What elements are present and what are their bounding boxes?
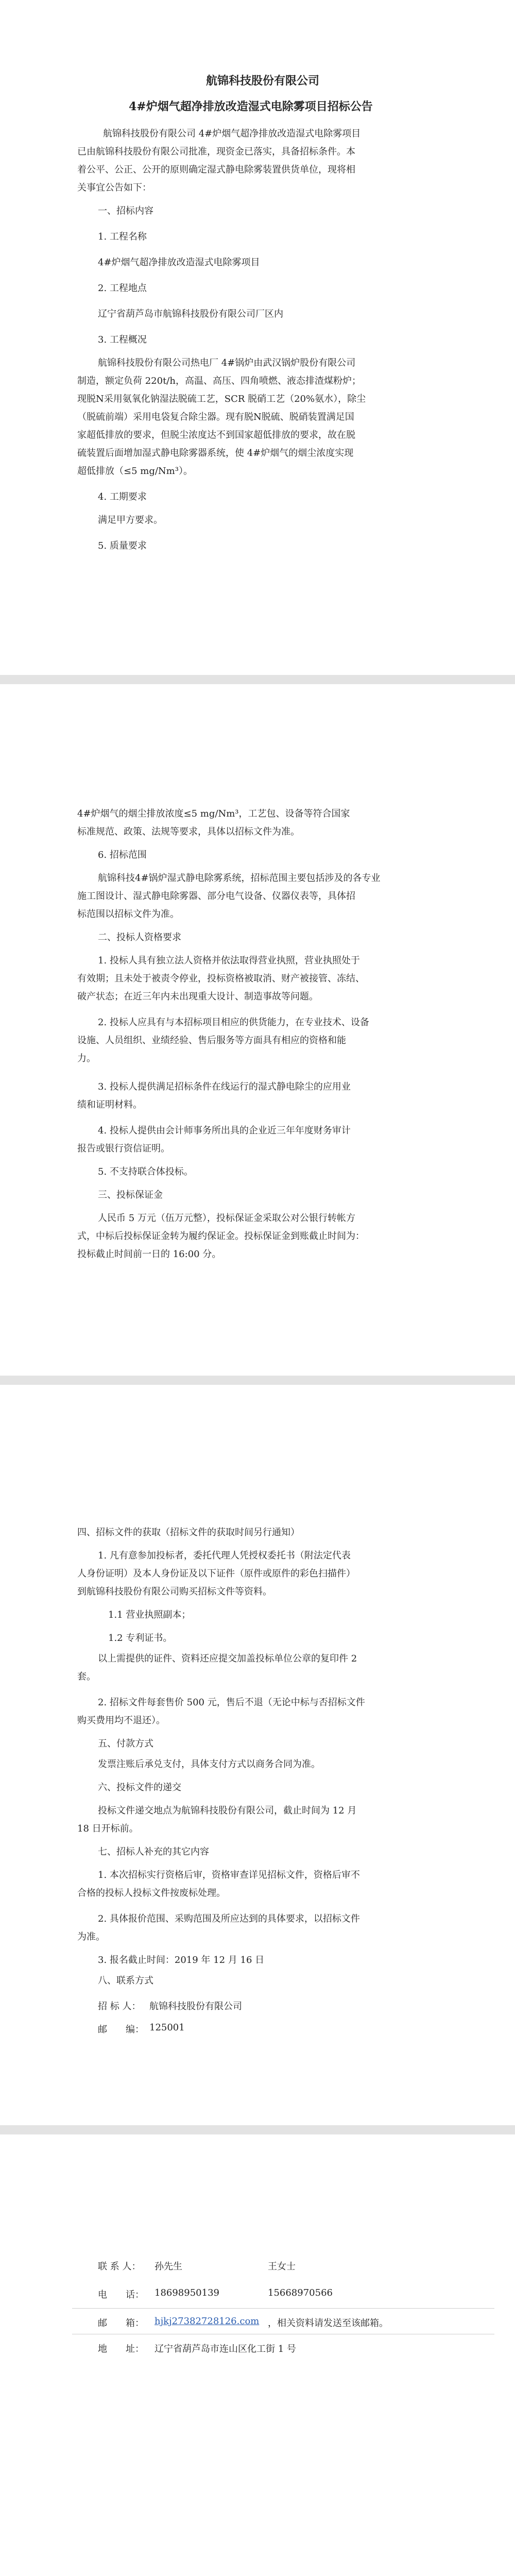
- scope-line: 航锦科技4#锅炉湿式静电除雾系统，招标范围主要包括涉及的各专业: [98, 873, 381, 884]
- company-title: 航锦科技股份有限公司: [206, 74, 320, 88]
- req-4-line: 4. 投标人提供由会计师事务所出具的企业近三年年度财务审计: [98, 1125, 351, 1136]
- req-2-line: 设施、人员组织、业绩经验、售后服务等方面具有相应的资格和能: [77, 1035, 346, 1046]
- address-text: 辽宁省葫芦岛市连山区化工街 1 号: [154, 2344, 296, 2354]
- zip-label: 邮 编：: [98, 2024, 144, 2035]
- doc-1-2: 1.2 专利证书。: [108, 1633, 173, 1643]
- doc-2-line: 2. 招标文件每套售价 500 元，售后不退（无论中标与否招标文件: [98, 1697, 365, 1708]
- tel-2: 15668970566: [268, 2287, 333, 2298]
- doc-1-line: 人身份证明）及本人身份证及以下证件（原件或原件的彩色扫描件）: [77, 1568, 355, 1579]
- item-1-value: 4#炉烟气超净排放改造湿式电除雾项目: [98, 257, 260, 268]
- req-5-line: 5. 不支持联合体投标。: [98, 1166, 193, 1177]
- req-3-line: 3. 投标人提供满足招标条件在线运行的湿式静电除尘的应用业: [98, 1081, 351, 1092]
- heading-2: 二、投标人资格要求: [98, 932, 181, 943]
- intro-line: 关事宜公告如下：: [77, 182, 151, 193]
- page-divider: [0, 2125, 515, 2134]
- item-5-label: 5. 质量要求: [98, 540, 147, 551]
- email-suffix: ，相关资料请发送至该邮箱。: [268, 2318, 388, 2329]
- notice-title: 4#炉烟气超净排放改造湿式电除雾项目招标公告: [129, 100, 373, 113]
- doc-after-line: 以上需提供的证件、资料还应提交加盖投标单位公章的复印件 2: [98, 1653, 357, 1664]
- heading-8: 八、联系方式: [98, 1975, 153, 1986]
- heading-1: 一、招标内容: [98, 206, 153, 216]
- desc-line: 航锦科技股份有限公司热电厂 4#锅炉由武汉锅炉股份有限公司: [98, 358, 356, 368]
- email-label: 邮 箱：: [98, 2318, 144, 2329]
- item-4-label: 4. 工期要求: [98, 492, 147, 502]
- desc-line: 超低排放（≤5 mg/Nm³）。: [77, 466, 193, 477]
- other-1-line: 1. 本次招标实行资格后审，资格审查详见招标文件，资格后审不: [98, 1870, 360, 1880]
- doc-1-line: 1. 凡有意参加投标者，委托代理人凭授权委托书（附法定代表: [98, 1550, 351, 1561]
- page-divider: [0, 675, 515, 684]
- submit-line: 投标文件递交地点为航锦科技股份有限公司，截止时间为 12 月: [98, 1805, 357, 1816]
- desc-line: 硫装置后面增加湿式静电除雾器系统，使 4#炉烟气的烟尘浓度实现: [77, 448, 354, 459]
- req-4-line: 报告或银行资信证明。: [77, 1143, 170, 1154]
- other-2-line: 2. 具体报价范围、采购范围及所应达到的具体要求，以招标文件: [98, 1913, 360, 1924]
- bond-line: 人民币 5 万元（伍万元整），投标保证金采取公对公银行转帐方: [98, 1213, 355, 1224]
- tenderer-label: 招 标 人：: [98, 2001, 141, 2012]
- item-4-value: 满足甲方要求。: [98, 515, 163, 526]
- submit-line: 18 日开标前。: [77, 1823, 139, 1834]
- other-2-line: 为准。: [77, 1931, 105, 1942]
- payment-text: 发票注账后承兑支付，具体支付方式以商务合同为准。: [98, 1759, 320, 1770]
- heading-4: 四、招标文件的获取（招标文件的获取时间另行通知）: [77, 1527, 300, 1538]
- desc-line: 现脱N采用氨氧化钠湿法脱硫工艺，SCR 脱硝工艺（20%氨水），除尘: [77, 394, 366, 404]
- intro-line: 航锦科技股份有限公司 4#炉烟气超净排放改造湿式电除雾项目: [103, 128, 361, 139]
- zip-code: 125001: [149, 2022, 185, 2033]
- doc-1-1: 1.1 营业执照副本；: [108, 1609, 191, 1620]
- desc-line: 家超低排放的要求，但脱尘浓度达不到国家超低排放的要求，故在脱: [77, 430, 355, 440]
- separator-line: [72, 2308, 494, 2309]
- heading-3: 三、投标保证金: [98, 1190, 163, 1200]
- bond-line: 式，中标后投标保证金转为履约保证金。投标保证金到账截止时间为：: [77, 1231, 365, 1242]
- intro-line: 已由航锦科技股份有限公司批准，现资金已落实，具备招标条件。本: [77, 146, 355, 157]
- scope-line: 标范围以招标文件为准。: [77, 909, 179, 920]
- doc-after-line: 套。: [77, 1671, 96, 1682]
- req-3-line: 绩和证明材料。: [77, 1099, 142, 1110]
- item-2-value: 辽宁省葫芦岛市航锦科技股份有限公司厂区内: [98, 309, 283, 319]
- item-2-label: 2. 工程地点: [98, 283, 147, 294]
- req-1-line: 有效期；且未处于被责令停业，投标资格被取消、财产被接管、冻结、: [77, 973, 365, 984]
- scope-line: 施工图设计、湿式静电除雾器、部分电气设备、仪器仪表等，具体招: [77, 891, 355, 902]
- scope-heading: 6. 招标范围: [98, 850, 147, 860]
- tel-1: 18698950139: [154, 2287, 219, 2298]
- contact-person-1: 孙先生: [154, 2261, 182, 2272]
- item-3-label: 3. 工程概况: [98, 334, 147, 345]
- contact-person-2: 王女士: [268, 2261, 296, 2272]
- quality-line: 4#炉烟气的烟尘排放浓度≤5 mg/Nm³，工艺包、设备等符合国家: [77, 808, 350, 819]
- tenderer-name: 航锦科技股份有限公司: [149, 2001, 242, 2012]
- req-2-line: 力。: [77, 1053, 96, 1064]
- desc-line: （脱硫前端）采用电袋复合除尘器。现有脱N脱硫、脱硝装置满足国: [77, 412, 354, 422]
- other-1-line: 合格的投标人投标文件按废标处理。: [77, 1888, 226, 1899]
- req-1-line: 1. 投标人具有独立法人资格并依法取得营业执照，营业执照处于: [98, 955, 360, 966]
- email-link[interactable]: hjkj27382728126.com: [154, 2316, 260, 2327]
- quality-line: 标准规范、政策、法规等要求，具体以招标文件为准。: [77, 826, 300, 837]
- req-2-line: 2. 投标人应具有与本招标项目相应的供货能力，在专业技术、设备: [98, 1017, 369, 1028]
- desc-line: 制造，额定负荷 220t/h，高温、高压、四角喷燃、液态排渣煤粉炉；: [77, 376, 361, 386]
- doc-2-line: 购买费用均不退还）。: [77, 1715, 165, 1726]
- tel-label: 电 话：: [98, 2290, 144, 2300]
- page-divider: [0, 1376, 515, 1385]
- heading-6: 六、投标文件的递交: [98, 1782, 181, 1793]
- contact-label: 联 系 人：: [98, 2261, 141, 2272]
- bond-line: 投标截止时间前一日的 16:00 分。: [77, 1249, 221, 1260]
- req-1-line: 破产状态；在近三年内未出现重大设计、制造事故等问题。: [77, 991, 318, 1002]
- intro-line: 着公平、公正、公开的原则确定湿式静电除雾装置供货单位，现将相: [77, 164, 355, 175]
- heading-5: 五、付款方式: [98, 1738, 153, 1749]
- doc-1-line: 到航锦科技股份有限公司购买招标文件等资料。: [77, 1586, 272, 1597]
- address-label: 地 址：: [98, 2344, 144, 2354]
- other-3-line: 3. 报名截止时间：2019 年 12 月 16 日: [98, 1955, 265, 1965]
- item-1-label: 1. 工程名称: [98, 231, 147, 242]
- heading-7: 七、招标人补充的其它内容: [98, 1846, 209, 1857]
